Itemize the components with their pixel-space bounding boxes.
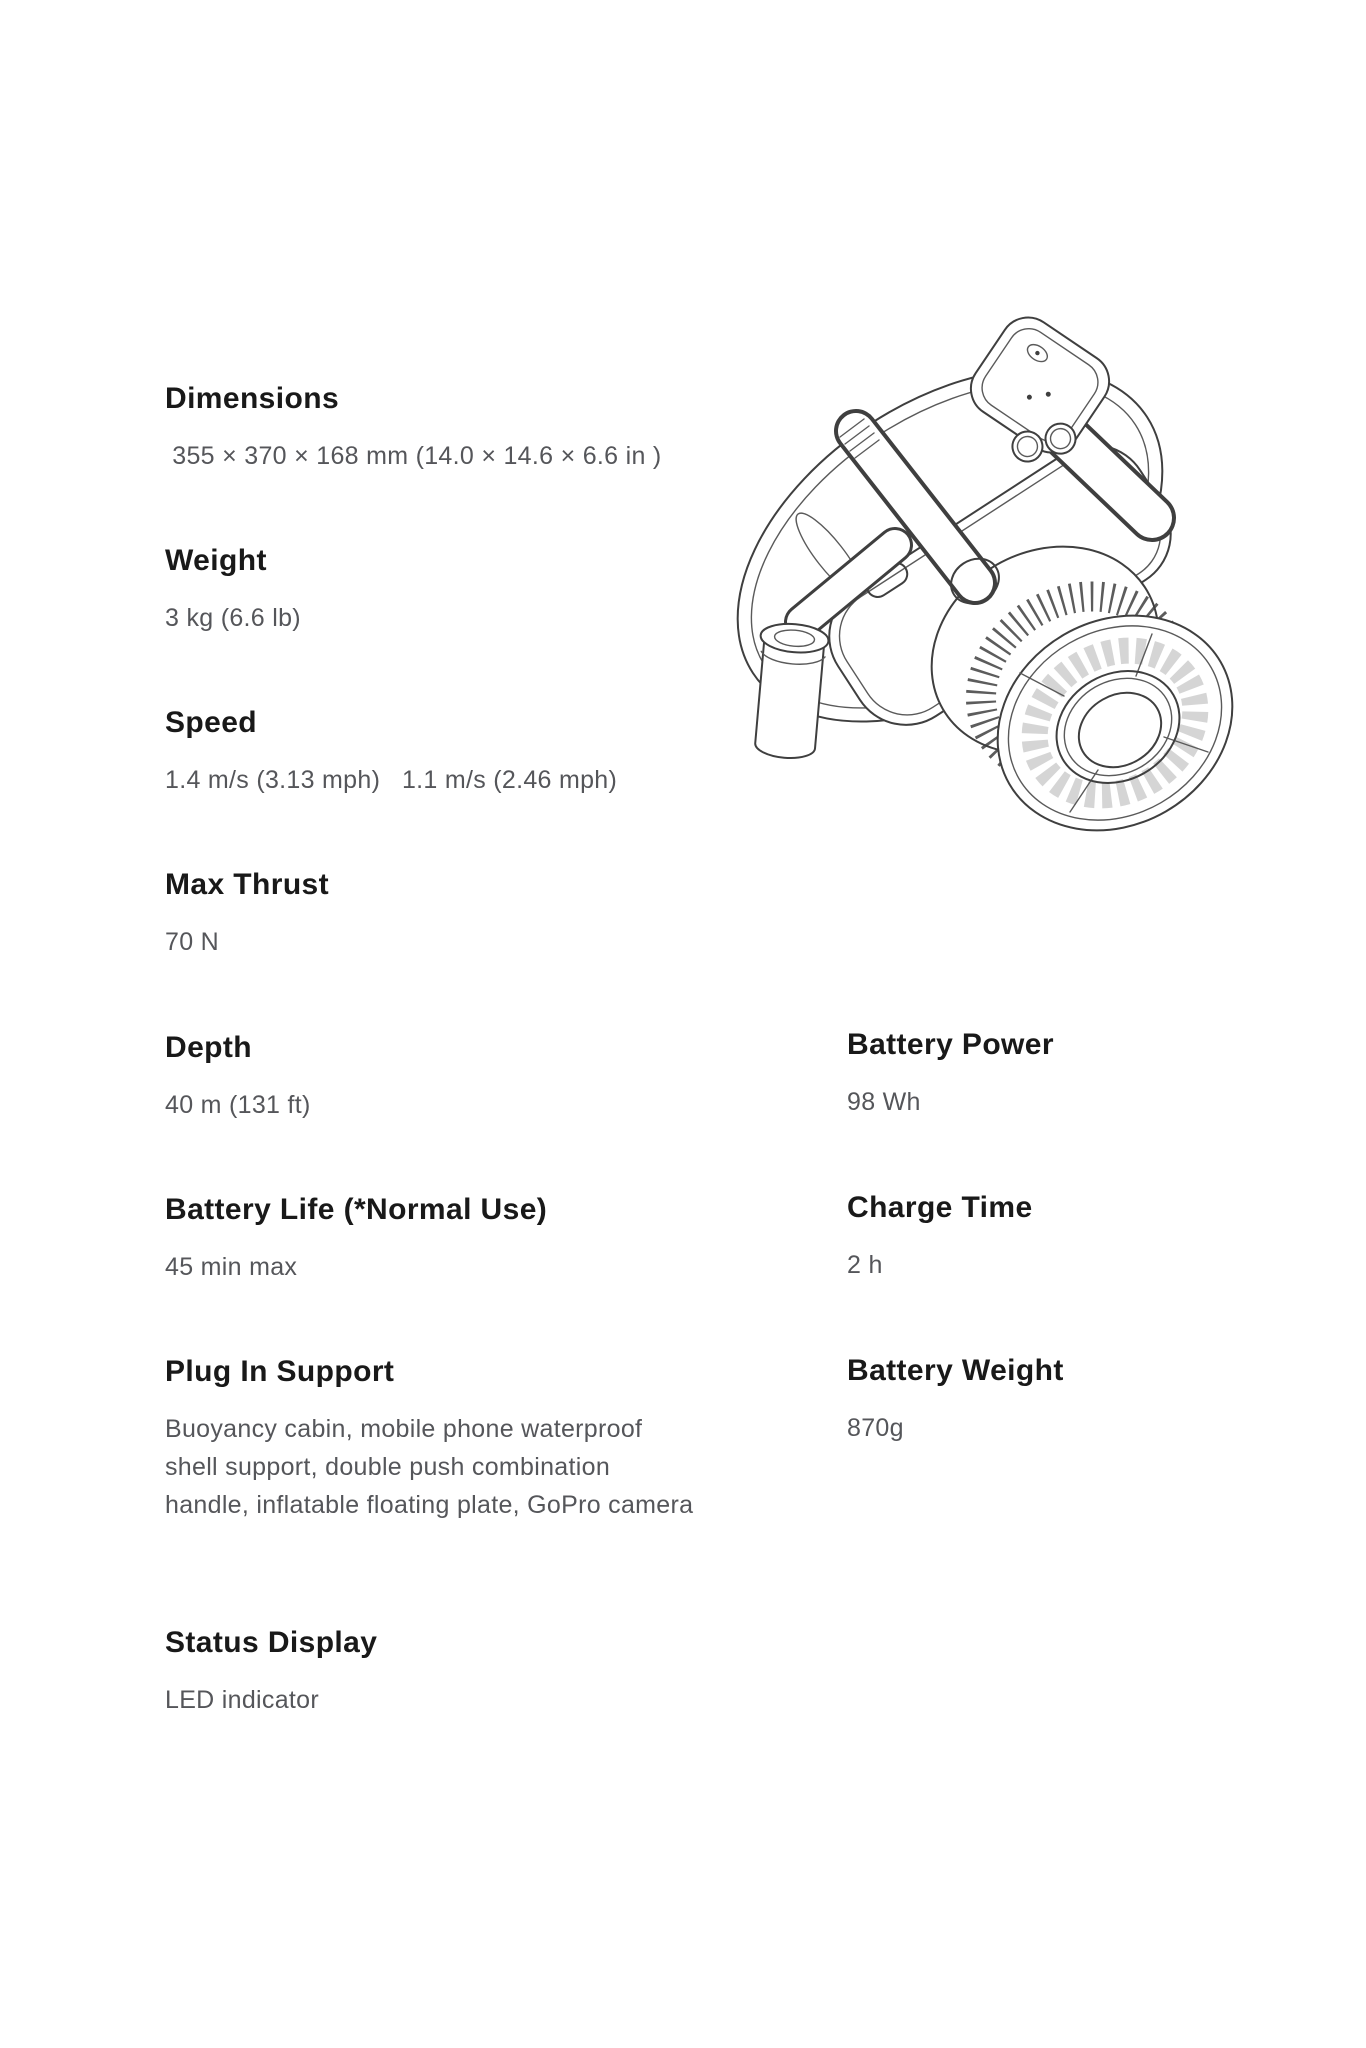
spec-label: Dimensions — [165, 382, 340, 415]
spec-value: 40 m (131 ft) — [165, 1091, 311, 1119]
spec-value: Buoyancy cabin, mobile phone waterproof shell support, double push combination handle, inflatable floating plate, GoPro camera — [165, 1415, 694, 1519]
spec-battery-power — [847, 1027, 1054, 1121]
spec-value: 355 × 370 × 168 mm (14.0 × 14.6 × 6.6 in ) — [165, 442, 662, 470]
spec-label: Battery Life (*Normal Use) — [165, 1193, 548, 1226]
spec-status-display — [165, 1625, 705, 1719]
spec-value: LED indicator — [165, 1686, 319, 1714]
spec-depth — [165, 1030, 705, 1124]
spec-plug-in-support — [165, 1354, 705, 1524]
spec-battery-life — [165, 1192, 705, 1286]
spec-label: Speed — [165, 706, 258, 739]
product-illustration — [720, 300, 1240, 860]
spec-value: 70 N — [165, 928, 220, 956]
spec-label: Charge Time — [847, 1191, 1033, 1224]
spec-value: 98 Wh — [847, 1088, 921, 1116]
spec-value: 3 kg (6.6 lb) — [165, 604, 301, 632]
spec-value: 2 h — [847, 1251, 883, 1279]
grip-cylinder — [750, 621, 829, 760]
spec-label: Battery Power — [847, 1028, 1054, 1061]
spec-dimensions — [165, 381, 705, 475]
spec-label: Battery Weight — [847, 1354, 1064, 1387]
underwater-scooter-drawing — [720, 300, 1240, 860]
spec-label: Weight — [165, 544, 267, 577]
spec-value: 45 min max — [165, 1253, 298, 1281]
spec-battery-weight — [847, 1353, 1064, 1447]
spec-speed — [165, 705, 705, 799]
spec-label: Plug In Support — [165, 1355, 395, 1388]
spec-charge-time — [847, 1190, 1033, 1284]
spec-weight — [165, 543, 705, 637]
spec-label: Depth — [165, 1031, 252, 1064]
spec-label: Max Thrust — [165, 868, 330, 901]
spec-label: Status Display — [165, 1626, 378, 1659]
spec-value: 870g — [847, 1414, 904, 1442]
spec-value: 1.4 m/s (3.13 mph) 1.1 m/s (2.46 mph) — [165, 766, 618, 794]
spec-max-thrust — [165, 867, 705, 961]
